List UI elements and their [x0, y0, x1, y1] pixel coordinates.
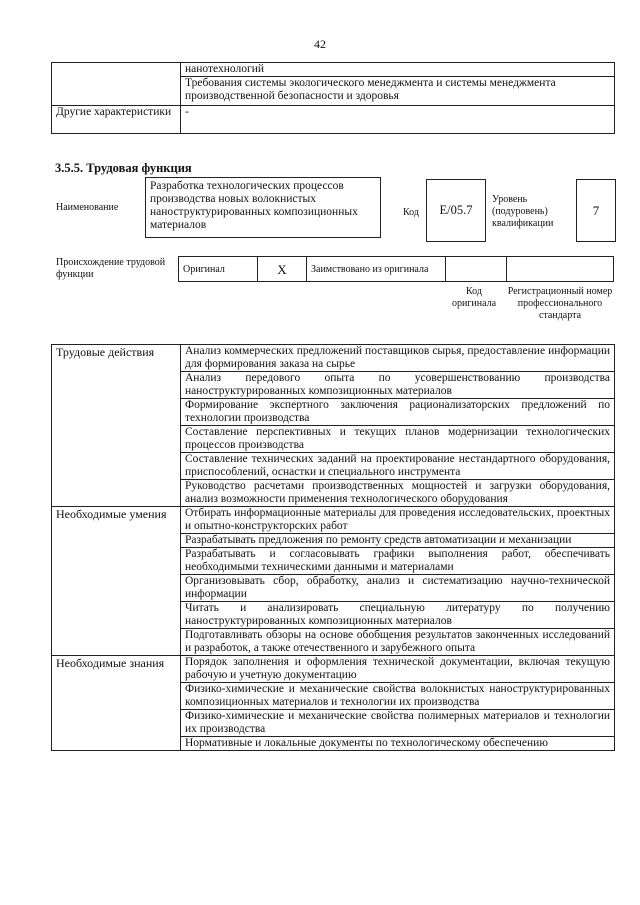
- name-label: Наименование: [56, 202, 119, 213]
- list-item: Организовывать сбор, обработку, анализ и систематизацию научно-технической информации: [181, 575, 615, 602]
- main-table: [51, 344, 615, 751]
- page-number: 42: [314, 37, 326, 51]
- row-label: Другие характеристики: [52, 106, 181, 134]
- level-value: 7: [576, 179, 616, 242]
- registration-number-cell: [507, 257, 614, 282]
- row-text: -: [181, 106, 615, 134]
- list-item: Руководство расчетами производственных мощностей и загрузки оборудования, анализ возможности применения технологического оборудования: [181, 480, 615, 507]
- list-item: Разрабатывать предложения по ремонту средств автоматизации и механизации: [181, 534, 615, 548]
- list-item: Разрабатывать и согласовывать графики выполнения работ, обеспечивать необходимыми техническими данными и материалами: [181, 548, 615, 575]
- group-label-skills: Необходимые умения: [52, 507, 181, 656]
- list-item: Составление технических заданий на проектирование нестандартного оборудования, приспособлений, оснастки и специального инструмента: [181, 453, 615, 480]
- row-text: Требования системы экологического менеджмента и системы менеджмента производственной безопасности и здоровья: [181, 77, 615, 106]
- origin-code-cell: [446, 257, 507, 282]
- list-item: Анализ передового опыта по усовершенствованию производства наноструктурированных композиционных материалов: [181, 372, 615, 399]
- level-label: Уровень (подуровень) квалификации: [492, 194, 554, 229]
- group-label-knowledge: Необходимые знания: [52, 656, 181, 751]
- registration-number-caption: Регистрационный номер профессионального стандарта: [507, 286, 613, 321]
- list-item: Порядок заполнения и оформления технической документации, включая текущую рабочую и учетную документацию: [181, 656, 615, 683]
- table-row: [52, 106, 615, 134]
- list-item: Физико-химические и механические свойства волокнистых наноструктурированных композиционных материалов и технологии их производства: [181, 683, 615, 710]
- table-row: [179, 257, 614, 282]
- list-item: Формирование экспертного заключения рационализаторских предложений по технологии производства: [181, 399, 615, 426]
- list-item: Отбирать информационные материалы для проведения исследовательских, проектных и опытно-конструкторских работ: [181, 507, 615, 534]
- group-label-actions: Трудовые действия: [52, 345, 181, 507]
- borrowed-label: Заимствовано из оригинала: [307, 257, 446, 282]
- table-row: [52, 63, 615, 77]
- original-label: Оригинал: [179, 257, 258, 282]
- row-label: [52, 63, 181, 106]
- section-title: 3.5.5. Трудовая функция: [55, 161, 192, 175]
- list-item: Нормативные и локальные документы по технологическому обеспечению: [181, 737, 615, 751]
- row-text: нанотехнологий: [181, 63, 615, 77]
- code-label: Код: [403, 207, 419, 218]
- list-item: Физико-химические и механические свойства полимерных материалов и технологии их производства: [181, 710, 615, 737]
- list-item: Составление перспективных и текущих планов модернизации технологических процессов производства: [181, 426, 615, 453]
- table-row: [52, 656, 615, 683]
- table-row: [52, 345, 615, 372]
- origin-code-caption: Код оригинала: [451, 286, 497, 309]
- list-item: Подготавливать обзоры на основе обобщения результатов законченных исследований и разработок, а также отечественного и зарубежного опыта: [181, 629, 615, 656]
- name-value: Разработка технологических процессов производства новых волокнистых наноструктурированных композиционных материалов: [145, 177, 381, 238]
- origin-table: [178, 256, 614, 282]
- list-item: Анализ коммерческих предложений поставщиков сырья, предоставление информации для формирования заказа на сырье: [181, 345, 615, 372]
- original-mark: X: [258, 257, 307, 282]
- table-row: [52, 507, 615, 534]
- list-item: Читать и анализировать специальную литературу по получению наноструктурированных композиционных материалов: [181, 602, 615, 629]
- code-value: E/05.7: [426, 179, 486, 242]
- origin-label: Происхождение трудовой функции: [56, 257, 166, 280]
- top-table: [51, 62, 615, 134]
